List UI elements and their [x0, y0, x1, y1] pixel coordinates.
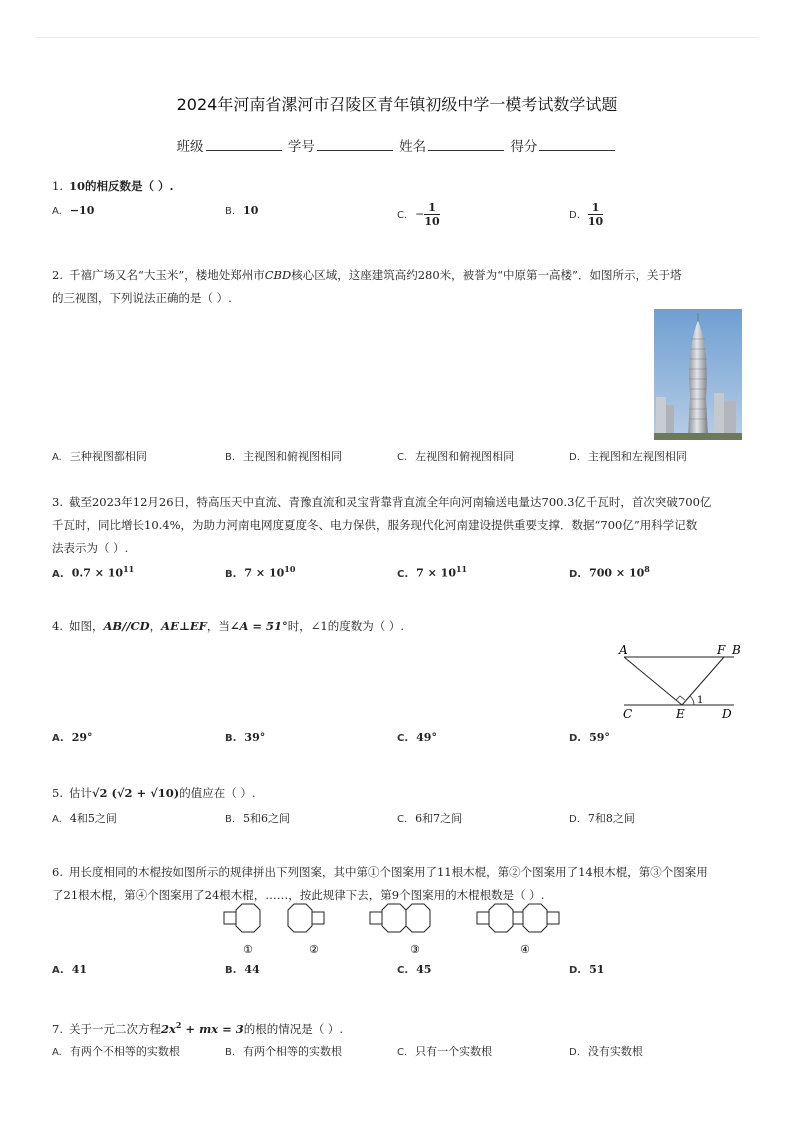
pattern-4-label: ④ [520, 943, 530, 956]
separator: ， [149, 619, 162, 633]
option-a[interactable] [52, 564, 134, 580]
option-text: 三种视图都相同 [69, 450, 147, 463]
option-label: D. [569, 452, 580, 463]
radical-expression: √2 (√2 + √10) [91, 786, 180, 800]
option-label: B. [225, 1047, 236, 1058]
option-text: 有两个不相等的实数根 [69, 1045, 180, 1058]
option-label: A. [52, 568, 64, 580]
question-text: 用长度相同的木棍按如图所示的规律拼出下列图案，其中第①个图案用了11根木棍，第②个图案用了14根木棍，第③个图案用 [68, 865, 708, 879]
question-6-options [52, 963, 752, 987]
option-label: D. [569, 1047, 580, 1058]
point-a-label: A [619, 643, 628, 657]
question-number: 6. [52, 865, 63, 879]
option-text: 49° [416, 731, 437, 744]
question-number: 4. [52, 619, 63, 633]
question-text: 了21根木棍，第④个图案用了24根木棍，……，按此规律下去，第9个图案用的木棍根数是（ ）. [52, 888, 545, 902]
option-text: 41 [71, 963, 88, 976]
option-text: 0.7 × 10 [71, 566, 124, 580]
question-7-options [52, 1043, 752, 1067]
point-d-label: D [722, 707, 732, 721]
option-text: 59° [589, 731, 610, 744]
condition-perpendicular: AE⊥EF [161, 619, 207, 633]
option-label: D. [569, 814, 580, 825]
option-label: A. [52, 206, 62, 217]
denominator: 10 [424, 215, 440, 228]
point-e-label: E [676, 707, 685, 721]
option-c[interactable] [397, 448, 514, 464]
exponent: 8 [644, 564, 650, 574]
option-a[interactable] [52, 448, 147, 464]
question-text: 核心区域，这座建筑高约280米，被誉为“中原第一高楼”．如图所示，关于塔 [291, 268, 682, 282]
point-f-label: F [717, 643, 726, 657]
option-d[interactable] [569, 1043, 643, 1059]
question-5 [52, 782, 754, 805]
option-text: 主视图和俯视图相同 [243, 450, 343, 463]
option-label: D. [569, 209, 580, 221]
option-text: 6和7之间 [415, 812, 463, 825]
option-text: −10 [69, 204, 95, 217]
option-b[interactable] [225, 204, 258, 217]
exponent: 10 [284, 564, 296, 574]
option-label: B. [225, 814, 236, 825]
question-1-options [52, 201, 752, 228]
option-text: 10 [243, 204, 259, 217]
question-number: 2. [52, 268, 63, 282]
option-label: B. [225, 965, 237, 976]
question-text: 时，∠1的度数为（ ）. [287, 619, 405, 633]
minus-sign: − [415, 207, 425, 221]
question-text: 截至2023年12月26日，特高压天中直流、青豫直流和灵宝背靠背直流全年向河南输送电量达700.3亿千瓦时，首次突破700亿 [68, 495, 712, 509]
question-text: ，当 [206, 619, 230, 633]
option-c[interactable] [397, 201, 440, 228]
question-text: 的根的情况是（ ）. [243, 1021, 344, 1036]
option-label: C. [397, 965, 409, 976]
question-3-options [52, 564, 752, 588]
fraction [424, 201, 439, 228]
option-d[interactable] [569, 201, 603, 228]
option-label: D. [569, 568, 582, 580]
option-text: 没有实数根 [587, 1045, 643, 1058]
tower-photo [654, 309, 742, 440]
option-d[interactable] [569, 448, 687, 464]
option-label: A. [52, 733, 64, 744]
option-b[interactable] [225, 963, 260, 976]
option-a[interactable] [52, 1043, 180, 1059]
option-label: B. [225, 568, 237, 580]
option-a[interactable] [52, 963, 87, 976]
option-text: 7 × 10 [244, 566, 285, 580]
exponent: 2 [175, 1020, 182, 1030]
id-blank[interactable] [317, 138, 393, 151]
option-c[interactable] [397, 810, 462, 826]
option-c[interactable] [397, 564, 467, 580]
question-number: 5. [52, 786, 63, 800]
numerator: 1 [588, 201, 603, 215]
option-text: 7 × 10 [416, 566, 456, 580]
option-text: 5和6之间 [243, 812, 291, 825]
option-b[interactable] [225, 448, 342, 464]
option-label: C. [397, 209, 408, 221]
option-text: 44 [244, 963, 260, 976]
question-number: 7. [52, 1021, 63, 1036]
page-title: 2024年河南省漯河市召陵区青年镇初级中学一模考试数学试题 [176, 95, 618, 114]
option-b[interactable] [225, 731, 265, 744]
pattern-3-label: ③ [410, 943, 420, 956]
option-label: D. [569, 733, 582, 744]
option-d[interactable] [569, 963, 604, 976]
exponent: 11 [455, 564, 468, 574]
option-label: B. [225, 452, 236, 463]
option-text: 51 [589, 963, 605, 976]
class-label: 班级 [176, 139, 204, 155]
condition-angle: ∠A = 51° [229, 619, 288, 633]
option-label: A. [52, 1047, 62, 1058]
point-b-label: B [732, 643, 741, 657]
option-text: 29° [71, 731, 93, 744]
option-label: D. [569, 965, 582, 976]
question-1 [52, 175, 754, 198]
question-2-options [52, 448, 752, 472]
cbd-math: CBD [264, 268, 292, 282]
option-label: C. [397, 814, 408, 825]
pattern-1-label: ① [243, 943, 253, 956]
question-text: 估计 [68, 786, 92, 800]
option-d[interactable] [569, 731, 610, 744]
stick-pattern-figure [215, 900, 575, 960]
question-text: 如图， [68, 619, 104, 633]
option-text: 只有一个实数根 [415, 1045, 493, 1058]
option-label: C. [397, 733, 409, 744]
option-text: 有两个相等的实数根 [243, 1045, 343, 1058]
class-blank[interactable] [206, 138, 282, 151]
option-text: 7和8之间 [587, 812, 635, 825]
question-number: 1. [52, 179, 63, 193]
question-text: 法表示为（ ）. [52, 541, 129, 555]
option-label: A. [52, 965, 64, 976]
option-a[interactable] [52, 731, 93, 744]
point-c-label: C [623, 707, 633, 721]
condition-parallel: AB//CD [103, 619, 150, 633]
header-divider [36, 37, 758, 38]
question-text: 的值应在（ ）. [179, 786, 256, 800]
question-text: 的三视图，下列说法正确的是（ ）. [52, 291, 232, 305]
option-label: B. [225, 206, 236, 217]
score-label: 得分 [510, 139, 538, 155]
option-label: C. [397, 452, 408, 463]
option-text: 4和5之间 [69, 812, 117, 825]
question-3 [52, 491, 754, 560]
question-2 [52, 264, 754, 310]
option-label: A. [52, 814, 62, 825]
equation-rest: + mx = 3 [181, 1021, 244, 1036]
question-4-options [52, 731, 752, 755]
pattern-2-label: ② [309, 943, 319, 956]
question-text: 千禧广场又名“大玉米”，楼地处郑州市 [68, 268, 265, 282]
option-c[interactable] [397, 963, 431, 976]
option-a[interactable] [52, 810, 117, 826]
denominator: 10 [587, 215, 604, 228]
option-b[interactable] [225, 810, 290, 826]
question-number: 3. [52, 495, 63, 509]
equation-term: 2x [160, 1021, 176, 1036]
question-text: 10的相反数是（ ）. [68, 179, 174, 193]
option-b[interactable] [225, 564, 295, 580]
question-text: 千瓦时，同比增长10.4%，为助力河南电网度夏度冬、电力保供，服务现代化河南建设提供重要支撑．数据“700亿”用科学记数 [52, 518, 698, 532]
score-blank[interactable] [539, 138, 615, 151]
option-label: C. [397, 1047, 408, 1058]
question-7 [52, 1014, 754, 1041]
option-b[interactable] [225, 1043, 342, 1059]
numerator: 1 [424, 201, 439, 215]
name-label: 姓名 [399, 139, 427, 155]
option-label: C. [397, 568, 409, 580]
id-label: 学号 [287, 139, 315, 155]
option-c[interactable] [397, 1043, 492, 1059]
option-d[interactable] [569, 564, 650, 580]
option-text: 主视图和左视图相同 [587, 450, 687, 463]
question-4 [52, 615, 754, 638]
option-a[interactable] [52, 204, 94, 217]
fraction [588, 201, 603, 228]
option-text: 45 [416, 963, 432, 976]
option-text: 700 × 10 [589, 566, 645, 580]
option-c[interactable] [397, 731, 437, 744]
angle-1-label: 1 [697, 695, 704, 706]
exponent: 11 [123, 564, 135, 574]
question-5-options [52, 810, 752, 834]
name-blank[interactable] [428, 138, 504, 151]
student-info-row [0, 135, 794, 155]
parallel-lines-figure [612, 640, 752, 724]
option-text: 左视图和俯视图相同 [415, 450, 515, 463]
option-label: A. [52, 452, 62, 463]
option-text: 39° [244, 731, 266, 744]
option-label: B. [225, 733, 237, 744]
question-text: 关于一元二次方程 [68, 1021, 161, 1036]
option-d[interactable] [569, 810, 635, 826]
